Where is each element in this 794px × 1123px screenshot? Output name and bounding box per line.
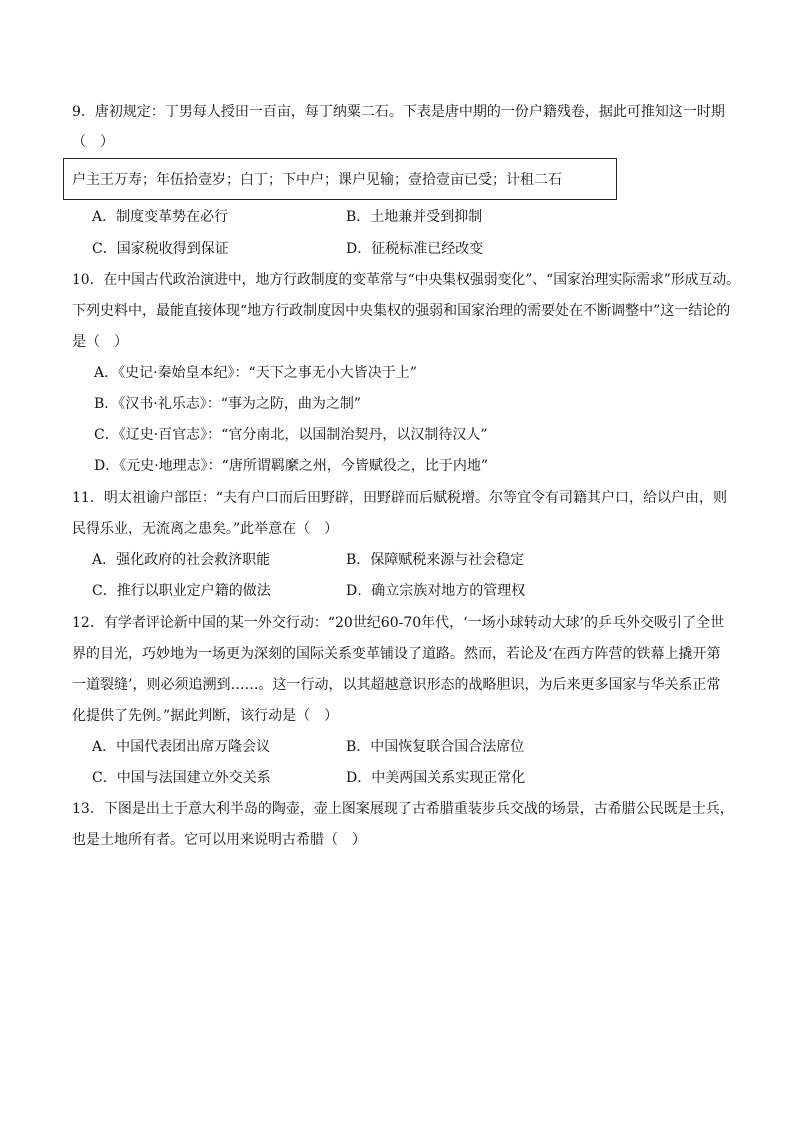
q9-option-c[interactable]: C．国家税收得到保证 [92, 241, 229, 257]
q12-stem-line1: 12．有学者评论新中国的某一外交行动：“20世纪60-70年代，‘一场小球转动大球’的乒乓外交吸引了全世 [72, 615, 725, 631]
q12-stem-line2: 界的目光，巧妙地为一场更为深刻的国际关系变革铺设了道路。然而，若论及‘在西方阵营的铁幕上撬开第 [72, 646, 721, 662]
q9-record-text: 户主王万寿；年伍拾壹岁；白丁；下中户；课户见输；壹拾壹亩已受；计租二石 [72, 172, 562, 188]
q10-option-b[interactable]: B．《汉书·礼乐志》：“事为之防，曲为之制” [94, 396, 362, 412]
q10-option-c[interactable]: C．《辽史·百官志》：“官分南北，以国制治契丹，以汉制待汉人” [94, 427, 488, 443]
q9-stem-line1: 9．唐初规定：丁男每人授田一百亩，每丁纳粟二石。下表是唐中期的一份户籍残卷，据此可推知这一时期 [72, 104, 725, 120]
q12-option-d[interactable]: D．中美两国关系实现正常化 [346, 770, 526, 786]
q12-stem-line4: 化提供了先例。”据此判断，该行动是（ ） [72, 708, 339, 724]
q12-option-b[interactable]: B．中国恢复联合国合法席位 [346, 739, 525, 755]
q11-option-b[interactable]: B．保障赋税来源与社会稳定 [346, 552, 525, 568]
q12-stem-line3: 一道裂缝’，则必须追溯到……。这一行动，以其超越意识形态的战略胆识，为后来更多国家与华关系正常 [72, 677, 721, 693]
q10-stem-line3: 是（ ） [72, 334, 128, 350]
q9-stem-line2: （ ） [72, 134, 114, 150]
q11-stem-line2: 民得乐业，无流离之患矣。”此举意在（ ） [72, 521, 339, 537]
q9-record-box [63, 158, 617, 200]
q11-option-a[interactable]: A．强化政府的社会救济职能 [92, 552, 271, 568]
q13-stem-line1: 13．下图是出土于意大利半岛的陶壶，壶上图案展现了古希腊重装步兵交战的场景，古希腊公民既是士兵， [72, 801, 734, 817]
q9-option-d[interactable]: D．征税标准已经改变 [346, 241, 484, 257]
q11-option-c[interactable]: C．推行以职业定户籍的做法 [92, 583, 271, 599]
q12-option-c[interactable]: C．中国与法国建立外交关系 [92, 770, 271, 786]
q10-option-d[interactable]: D．《元史·地理志》：“唐所谓羁縻之州，今皆赋役之，比于内地” [94, 458, 488, 474]
q9-option-a[interactable]: A．制度变革势在必行 [92, 209, 229, 225]
q10-stem-line2: 下列史料中，最能直接体现“地方行政制度因中央集权的强弱和国家治理的需要处在不断调整中”这一结论的 [72, 303, 731, 319]
q11-option-d[interactable]: D．确立宗族对地方的管理权 [346, 583, 526, 599]
q12-option-a[interactable]: A．中国代表团出席万隆会议 [92, 739, 271, 755]
q13-stem-line2: 也是土地所有者。它可以用来说明古希腊（ ） [72, 832, 366, 848]
q11-stem-line1: 11．明太祖谕户部臣：“夫有户口而后田野辟，田野辟而后赋税增。尔等宜令有司籍其户口，给以户由，则 [72, 490, 727, 506]
q10-stem-line1: 10．在中国古代政治演进中，地方行政制度的变革常与“中央集权强弱变化”、“国家治理实际需求”形成互动。 [72, 272, 740, 288]
q10-option-a[interactable]: A．《史记·秦始皇本纪》：“天下之事无小大皆决于上” [94, 365, 417, 381]
q9-option-b[interactable]: B．土地兼并受到抑制 [346, 209, 483, 225]
